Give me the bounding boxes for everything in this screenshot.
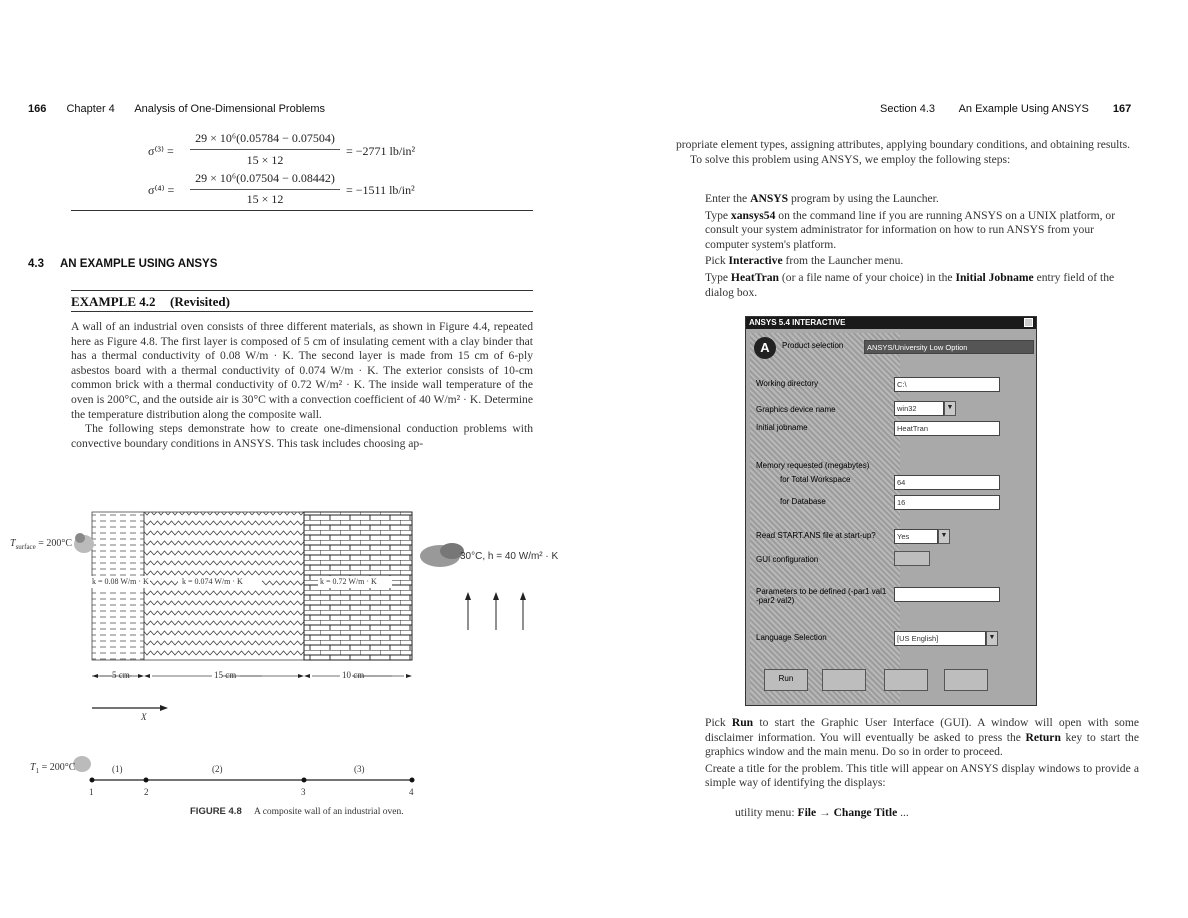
create-title-paragraph: Create a title for the problem. This title will appear on ANSYS display windows to provide a simple way of identifying the displays: bbox=[705, 761, 1139, 790]
example-paragraph-1: A wall of an industrial oven consists of three different materials, as shown in Figure 4.4, repeated here as Figure 4.8. The first layer is composed of 5 cm of insulating cement with a clay binder that has a thermal conductivity of 0.08 W/m · K. The second layer is made from 15 cm of 6-ply asbestos board with a thermal conductivity of 0.074 W/m · K. The exterior consists of 10-cm common brick with a thermal conductivity of 0.72 W/m² · K. The inside wall temperature of the oven is 200°C, and the outside air is 30°C with a convection coefficient of 40 W/m² · K. Determine the temperature distribution along the composite wall. bbox=[71, 320, 533, 421]
about-button[interactable] bbox=[944, 669, 988, 691]
node-1-label: 1 bbox=[89, 787, 94, 797]
node-4-label: 4 bbox=[409, 787, 414, 797]
right-intro-paragraph: propriate element types, assigning attributes, applying boundary conditions, and obtaining results. bbox=[676, 138, 1131, 151]
left-chapter-label: Chapter 4 bbox=[66, 103, 115, 115]
step-type-jobname: Type HeatTran (or a file name of your choice) in the Initial Jobname entry field of the dialog box. bbox=[705, 270, 1115, 299]
initial-jobname-label: Initial jobname bbox=[756, 423, 808, 432]
utility-menu-path: utility menu: File → Change Title ... bbox=[735, 806, 909, 819]
initial-jobname-field[interactable]: HeatTran bbox=[894, 421, 1000, 436]
language-selection-label: Language Selection bbox=[756, 633, 827, 642]
dim-15cm: 15 cm bbox=[214, 670, 237, 680]
database-field[interactable]: 16 bbox=[894, 495, 1000, 510]
right-intro-paragraph-2: To solve this problem using ANSYS, we employ the following steps: bbox=[690, 152, 1011, 166]
parameters-field[interactable] bbox=[894, 587, 1000, 602]
element-1-label: (1) bbox=[112, 764, 123, 774]
run-button[interactable]: Run bbox=[764, 669, 808, 691]
figure-caption-label: FIGURE 4.8 bbox=[190, 806, 242, 817]
example-body bbox=[71, 320, 533, 451]
right-section-label: Section 4.3 bbox=[880, 103, 936, 115]
reset-button[interactable] bbox=[822, 669, 866, 691]
step-pick-interactive: Pick Interactive from the Launcher menu. bbox=[705, 254, 904, 268]
total-workspace-field[interactable]: 64 bbox=[894, 475, 1000, 490]
composite-wall-figure bbox=[0, 500, 580, 830]
eq2-numerator: 29 × 10⁶(0.07504 − 0.08442) bbox=[195, 171, 335, 185]
section-title: AN EXAMPLE USING ANSYS bbox=[59, 258, 218, 270]
node-1 bbox=[90, 778, 95, 783]
right-header-title: An Example Using ANSYS bbox=[958, 103, 1089, 115]
element-3-label: (3) bbox=[354, 764, 365, 774]
eq2-lhs: σ⁽⁴⁾ = bbox=[148, 183, 175, 197]
language-selection-field[interactable]: [US English] bbox=[894, 631, 986, 646]
eq1-fraction-bar bbox=[190, 149, 340, 150]
example-end-rule bbox=[71, 210, 533, 211]
eq2-fraction-bar bbox=[190, 189, 340, 190]
product-selection-label: Product selection bbox=[782, 341, 844, 350]
dialog-title: ANSYS 5.4 INTERACTIVE bbox=[749, 318, 846, 327]
example-revisited: (Revisited) bbox=[170, 294, 230, 309]
graphics-dropdown-icon[interactable]: ▼ bbox=[944, 401, 956, 416]
ansys-launcher-dialog bbox=[745, 316, 1037, 706]
parameters-label: Parameters to be defined (-par1 val1 -par2 val2) bbox=[756, 587, 887, 605]
eq1-numerator: 29 × 10⁶(0.05784 − 0.07504) bbox=[195, 131, 335, 145]
left-header-title: Analysis of One-Dimensional Problems bbox=[134, 103, 326, 115]
working-directory-field[interactable]: C:\ bbox=[894, 377, 1000, 392]
after-dialog-text bbox=[705, 716, 1139, 791]
node-2-label: 2 bbox=[144, 787, 149, 797]
right-intro bbox=[676, 138, 1138, 167]
example-heading-rule bbox=[71, 311, 533, 312]
graphics-device-field[interactable]: win32 bbox=[894, 401, 944, 416]
right-page-number: 167 bbox=[1112, 103, 1132, 115]
k1-label: k = 0.08 W/m · K bbox=[92, 577, 149, 586]
section-number: 4.3 bbox=[28, 258, 44, 270]
step-type-command: Type xansys54 on the command line if you are running ANSYS on a UNIX platform, or consult your system administrator for information on how to run ANSYS from your computer system's platform. bbox=[705, 208, 1116, 251]
t1-label: $T_1 = 200^\circ C$ bbox=[30, 762, 76, 775]
eq1-lhs: σ⁽³⁾ = bbox=[148, 144, 174, 158]
database-label: for Database bbox=[780, 497, 826, 506]
left-page-header bbox=[28, 103, 325, 115]
node-2 bbox=[144, 778, 149, 783]
example-number: EXAMPLE 4.2 bbox=[71, 294, 156, 309]
node-3-label: 3 bbox=[301, 787, 306, 797]
element-2-label: (2) bbox=[212, 764, 223, 774]
example-heading bbox=[71, 294, 230, 310]
read-start-dropdown-icon[interactable]: ▼ bbox=[938, 529, 950, 544]
dialog-title-bar bbox=[746, 317, 1036, 329]
eq2-denominator: 15 × 12 bbox=[246, 192, 284, 206]
example-top-rule bbox=[71, 290, 533, 291]
dialog-side-texture bbox=[750, 333, 900, 703]
eq1-result: = −2771 lb/in² bbox=[346, 144, 416, 158]
close-icon[interactable] bbox=[1024, 318, 1033, 327]
graphics-device-label: Graphics device name bbox=[756, 405, 836, 414]
steps-list bbox=[705, 192, 1139, 302]
read-start-field[interactable]: Yes bbox=[894, 529, 938, 544]
node-3 bbox=[302, 778, 307, 783]
k2-label: k = 0.074 W/m · K bbox=[182, 577, 243, 586]
total-workspace-label: for Total Workspace bbox=[780, 475, 851, 484]
read-start-label: Read START.ANS file at start-up? bbox=[756, 531, 876, 540]
step-enter-ansys: Enter the ANSYS program by using the Launcher. bbox=[705, 192, 939, 205]
pick-run-paragraph: Pick Run to start the Graphic User Interface (GUI). A window will open with some disclaimer information. You will eventually be asked to press the Return key to start the graphics window and the main menu. Do so in order to proceed. bbox=[705, 716, 1139, 759]
product-selection-field[interactable]: ANSYS/University Low Option bbox=[864, 340, 1034, 354]
cancel-button[interactable] bbox=[884, 669, 928, 691]
t-surface-label: $T_{surface} = 200^\circ C$ bbox=[10, 538, 73, 551]
example-paragraph-2: The following steps demonstrate how to create one-dimensional conduction problems with convective boundary conditions in ANSYS. This task includes choosing ap- bbox=[71, 422, 533, 450]
node-4 bbox=[410, 778, 415, 783]
language-dropdown-icon[interactable]: ▼ bbox=[986, 631, 998, 646]
x-axis-label: X bbox=[141, 712, 147, 722]
gui-configuration-button[interactable] bbox=[894, 551, 930, 566]
figure-caption bbox=[190, 806, 404, 817]
left-page-number: 166 bbox=[28, 103, 47, 115]
figure-caption-text: A composite wall of an industrial oven. bbox=[253, 807, 404, 817]
dim-10cm: 10 cm bbox=[342, 670, 365, 680]
eq2-result: = −1511 lb/in² bbox=[346, 183, 415, 197]
eq1-denominator: 15 × 12 bbox=[246, 153, 284, 167]
dim-5cm: 5 cm bbox=[112, 670, 130, 680]
memory-requested-label: Memory requested (megabytes) bbox=[756, 461, 870, 470]
gui-configuration-label: GUI configuration bbox=[756, 555, 819, 564]
right-page-header bbox=[880, 103, 1131, 115]
ansys-logo-icon: A bbox=[754, 337, 776, 359]
convection-label: 30°C, h = 40 W/m² · K bbox=[460, 551, 559, 562]
section-heading bbox=[28, 258, 217, 270]
working-directory-label: Working directory bbox=[756, 379, 819, 388]
k3-label: k = 0.72 W/m · K bbox=[320, 577, 377, 586]
